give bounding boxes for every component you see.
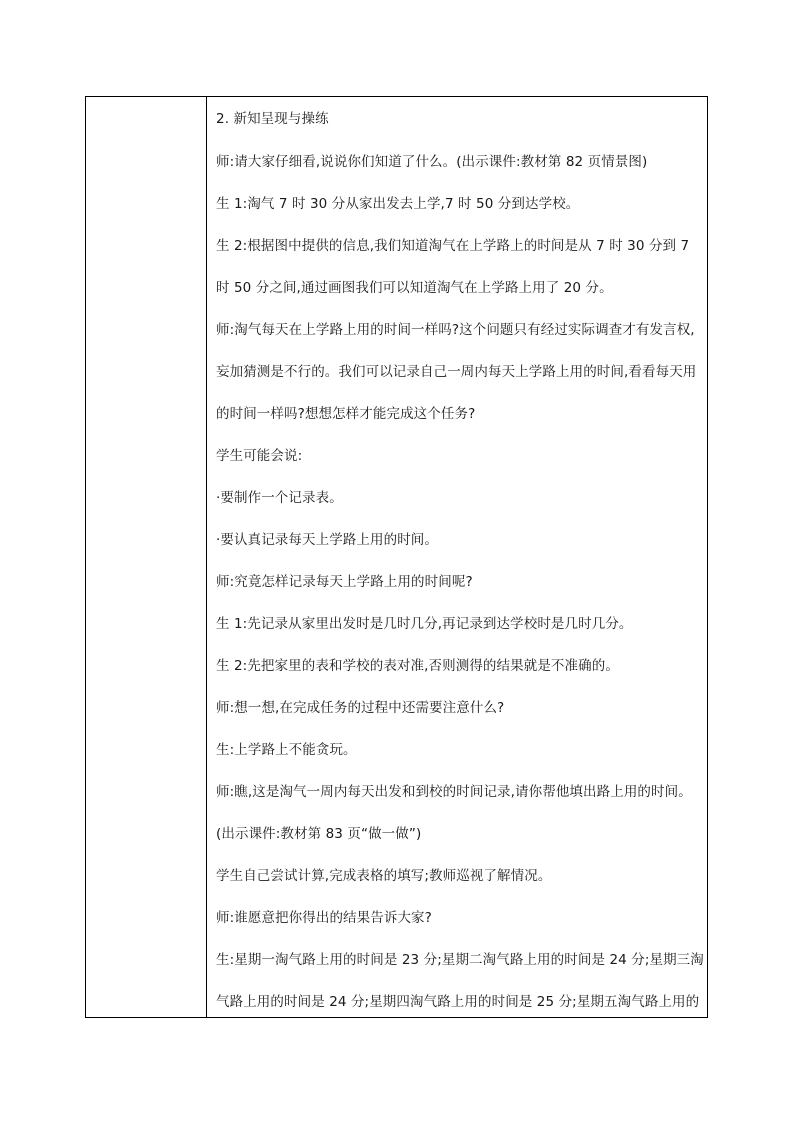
text-line: 的时间一样吗?想想怎样才能完成这个任务? — [216, 406, 476, 422]
text-line: 师:谁愿意把你得出的结果告诉大家? — [216, 910, 432, 926]
text-line: 气路上用的时间是 24 分;星期四淘气路上用的时间是 25 分;星期五淘气路上用的 — [216, 994, 700, 1010]
text-line: ·要认真记录每天上学路上用的时间。 — [216, 532, 438, 548]
text-line: 学生自己尝试计算,完成表格的填写;教师巡视了解情况。 — [216, 868, 552, 884]
text-line: 生 2:根据图中提供的信息,我们知道淘气在上学路上的时间是从 7 时 30 分到 7 — [216, 238, 690, 254]
text-line: 生 1:淘气 7 时 30 分从家出发去上学,7 时 50 分到达学校。 — [216, 196, 580, 212]
text-line: 生:上学路上不能贪玩。 — [216, 742, 357, 758]
section-heading: 2. 新知呈现与操练 — [216, 111, 329, 127]
text-line: 学生可能会说: — [216, 448, 303, 464]
text-line: 生:星期一淘气路上用的时间是 23 分;星期二淘气路上用的时间是 24 分;星期三淘 — [216, 952, 704, 968]
text-line: 师:究竟怎样记录每天上学路上用的时间呢? — [216, 574, 473, 590]
text-line: 师:请大家仔细看,说说你们知道了什么。(出示课件:教材第 82 页情景图) — [216, 154, 648, 170]
text-line: 时 50 分之间,通过画图我们可以知道淘气在上学路上用了 20 分。 — [216, 280, 613, 296]
lesson-table — [85, 96, 708, 1018]
table-content-cell — [207, 97, 707, 1017]
text-line: 师:淘气每天在上学路上用的时间一样吗?这个问题只有经过实际调查才有发言权, — [216, 322, 695, 338]
text-line: 生 1:先记录从家里出发时是几时几分,再记录到达学校时是几时几分。 — [216, 616, 633, 632]
text-line: ·要制作一个记录表。 — [216, 490, 343, 506]
text-line: 妄加猜测是不行的。我们可以记录自己一周内每天上学路上用的时间,看看每天用 — [216, 364, 697, 380]
text-line: 师:想一想,在完成任务的过程中还需要注意什么? — [216, 700, 505, 716]
text-line: (出示课件:教材第 83 页“做一做”) — [216, 826, 422, 842]
text-line: 生 2:先把家里的表和学校的表对准,否则测得的结果就是不准确的。 — [216, 658, 619, 674]
text-line: 师:瞧,这是淘气一周内每天出发和到校的时间记录,请你帮他填出路上用的时间。 — [216, 784, 692, 800]
table-left-cell — [86, 97, 207, 1017]
